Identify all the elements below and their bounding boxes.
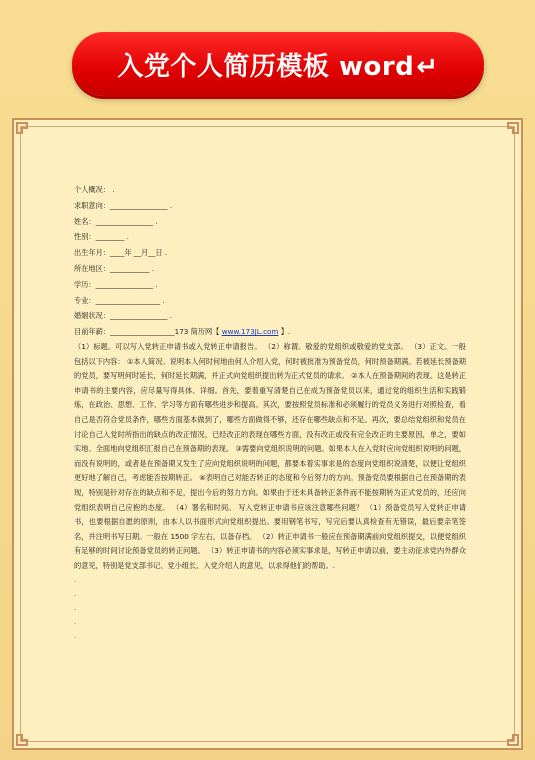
field-salary-label: 目前年薪：__________________173 简历网【: [74, 327, 220, 337]
field-birth-date: 出生年月：____年 __月__日 .: [74, 248, 168, 258]
field-salary-tail: 】.: [280, 327, 291, 337]
field-name: 姓名：________________ .: [74, 216, 158, 226]
empty-paragraph-mark: .: [74, 632, 77, 641]
field-profile: 个人概况： .: [74, 185, 115, 194]
empty-paragraph-mark: .: [74, 576, 77, 585]
field-region: 所在地区：___________ .: [74, 263, 155, 273]
title-banner: [72, 32, 484, 96]
field-education: 学历：________________ .: [74, 279, 158, 289]
empty-paragraph-mark: .: [74, 604, 77, 613]
body-paragraph: （1）标题。可以写入党转正申请书或入党转正申请报告。 （2）称谓。敬爱的党组织或敬爱的党支部。 （3）正文。一般包括以下内容： ①本人简况。说明本人何时何地由何人介绍入党，何时被批准为预备党员，何时预备期满。若被延长预备期的党员，要写明何时延长，何时延长期满，并正式向党组织提出转为正式党员的请求。 ②本人在预备期间的表现。这是转正申请书的主要内容，应尽量写得具体、详细。首先，要着重写清楚自己在成为预备党员以来，通过党的组织生活和实践锻炼，在政治、思想、工作、学习等方面有哪些进步和提高。其次，要按照党员标准和必须履行的党员义务进行对照检查，看自己是否符合党员条件，哪些方面基本做到了，哪些方面做得不够，还存在哪些缺点和不足。再次，要总结党组织和党员在讨论自己入党时所指出的缺点的改正情况，已经改正的表现在哪些方面，没有改正或没有完全改正的主要原因，单之，要如实地、全面地向党组织汇报自己在预备期的表现。 ③需要向党组织说明的问题。如果本人在入党时应向党组织说明的问题，而没有说明的，或者是在预备期又发生了应向党组织说明的问题，都要本着实事求是的态度向党组织说清楚，以便让党组织更好地了解自己，考虑能否按期转正。 ④表明自己对能否转正的态度和今后努力的方向。预备党员要根据自己在预备期的表现，特别是针对存在的缺点和不足，提出今后的努力方向。如果由于还未具备转正条件而不能按期转为正式党员的，还应向党组织表明自己应抱的态度。 （4）署名和时间。 写入党转正申请书应该注意哪些问题？ （1）预备党员写入党转正申请书，也要根据自愿的原则，由本人以书面形式向党组织提出。要用钢笔书写，写完后要认真检查有无错误，最后要亲笔签名，并注明书写日期。一般在 1500 字左右，以备存档。 （2）转正申请书一般应在预备期满前向党组织提交，以便党组织有足够的时间讨论预备党员的转正问题。 （3）转正申请书的内容必须实事求是，写转正申请以前，要主动征求党内外群众的意见，特别是党支部书记、党小组长、入党介绍人的意见，以求得他们的帮助。.: [74, 341, 466, 570]
website-link[interactable]: www.173JL.com: [221, 327, 279, 337]
paragraph-mark: ↵: [416, 51, 439, 82]
document-body: [74, 182, 466, 643]
field-job-intent: 求职意向：________________ .: [74, 200, 173, 210]
field-gender: 性别：________ .: [74, 232, 129, 242]
empty-paragraph-mark: .: [74, 618, 77, 627]
field-salary: [74, 324, 466, 340]
field-major: 专业：__________________ .: [74, 295, 165, 305]
document-title: 入党个人简历模板 word↵: [117, 51, 439, 82]
corner-ornament-icon: [501, 118, 523, 140]
corner-ornament-icon: [501, 728, 523, 750]
empty-paragraph-mark: .: [74, 590, 77, 599]
corner-ornament-icon: [12, 118, 34, 140]
field-marital-status: 婚姻状况：________________ .: [74, 311, 173, 321]
corner-ornament-icon: [12, 728, 34, 750]
